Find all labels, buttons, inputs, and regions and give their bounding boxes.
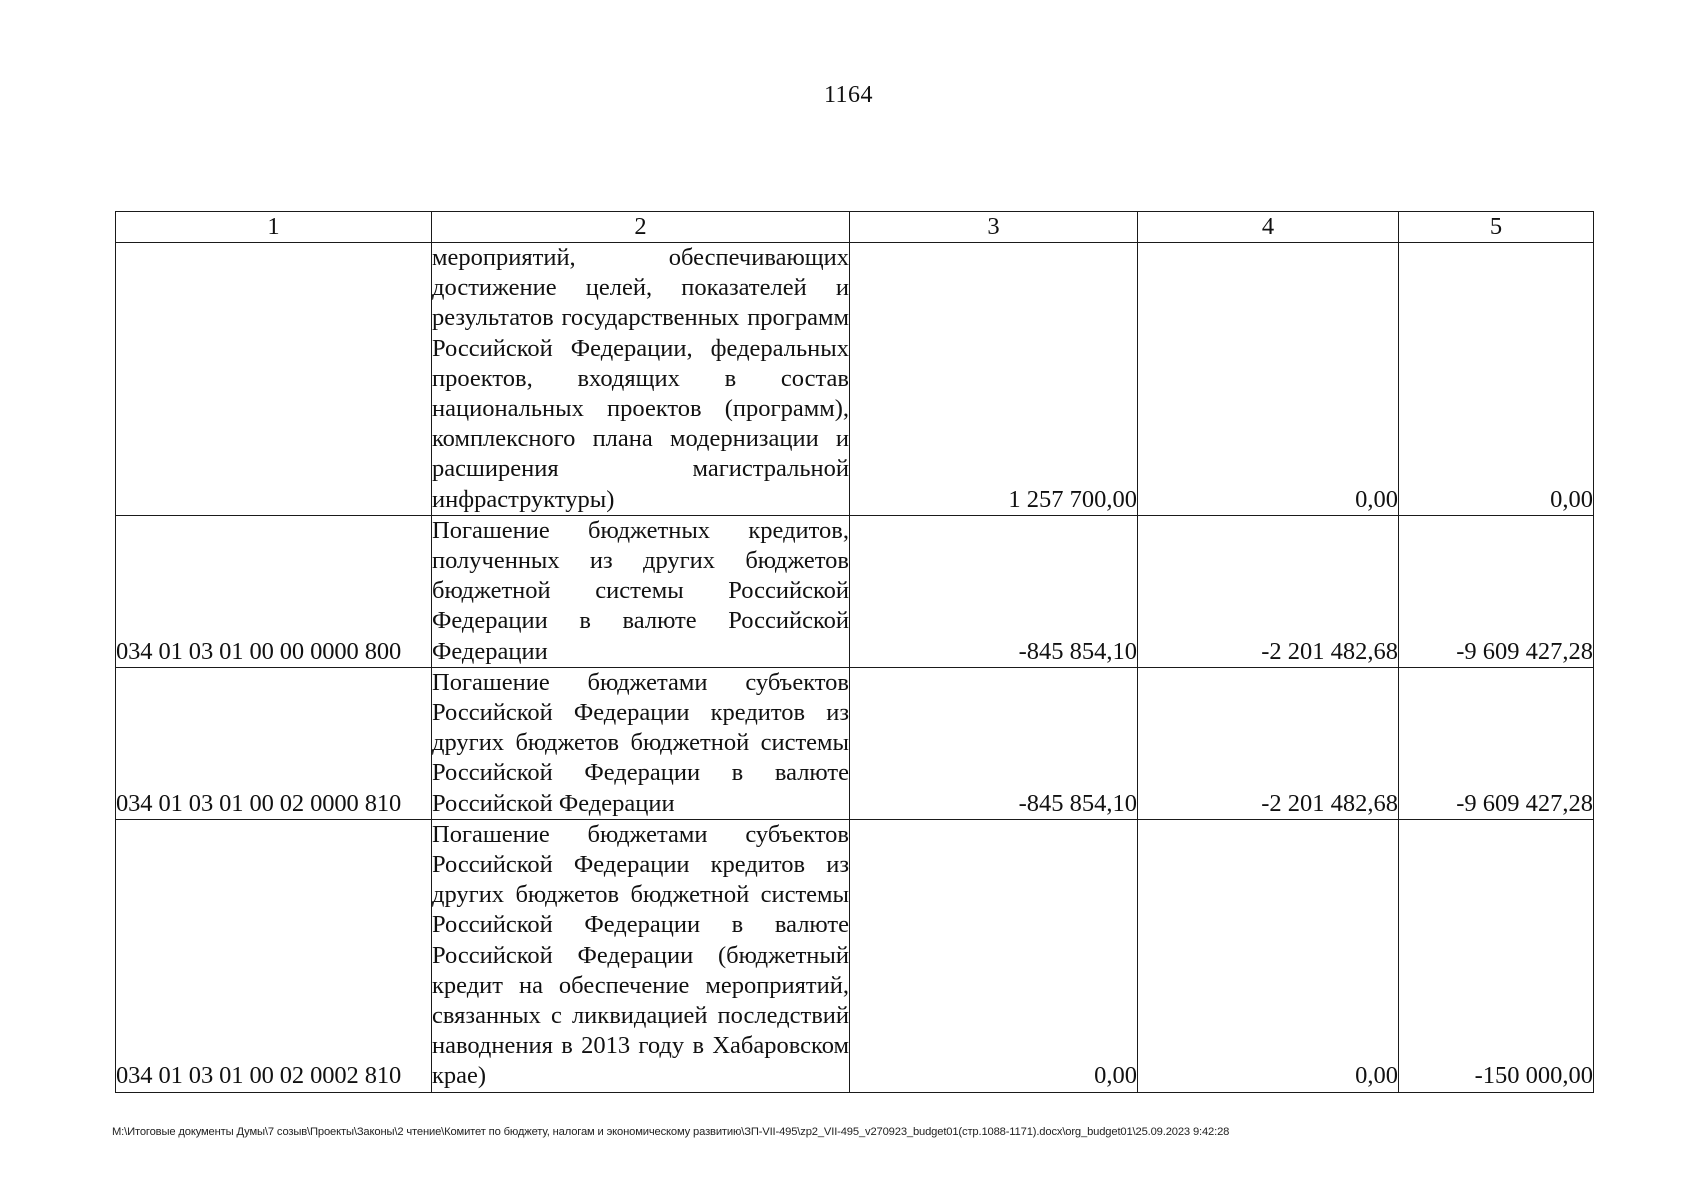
table-row [116,819,1594,1092]
amount-col5-cell: 0,00 [1399,243,1594,516]
budget-code-cell: 034 01 03 01 00 02 0000 810 [116,667,432,819]
amount-col5-cell: -150 000,00 [1399,819,1594,1092]
amount-col4-cell: 0,00 [1138,819,1399,1092]
document-file-path: М:\Итоговые документы Думы\7 созыв\Проекты\Законы\2 чтение\Комитет по бюджету, налогам и экономическому развитию\ЗП-VII-495\zp2_VII-495_v270923_budget01(стр.1088-1171).docx\org_budget01\25.09.2023 9:42:28 [112,1126,1230,1138]
amount-col4-cell: 0,00 [1138,243,1399,516]
amount-col3-cell: 1 257 700,00 [850,243,1138,516]
table-row [116,515,1594,667]
budget-code-cell: 034 01 03 01 00 00 0000 800 [116,515,432,667]
amount-col3-cell: 0,00 [850,819,1138,1092]
budget-sources-table [115,211,1594,1093]
description-cell: Погашение бюджетами субъектов Российской Федерации кредитов из других бюджетов бюджетной системы Российской Федерации в валюте Российской Федерации [432,667,850,819]
table-row [116,243,1594,516]
amount-col3-cell: -845 854,10 [850,515,1138,667]
description-cell: мероприятий, обеспечивающих достижение целей, показателей и результатов государственных программ Российской Федерации, федеральных проектов, входящих в состав национальных проектов (программ), комплексного плана модернизации и расширения магистральной инфраструктуры) [432,243,850,516]
column-header-2: 2 [432,212,850,243]
amount-col4-cell: -2 201 482,68 [1138,515,1399,667]
table-row [116,667,1594,819]
amount-col4-cell: -2 201 482,68 [1138,667,1399,819]
amount-col5-cell: -9 609 427,28 [1399,515,1594,667]
column-header-3: 3 [850,212,1138,243]
column-header-5: 5 [1399,212,1594,243]
column-header-1: 1 [116,212,432,243]
table-header-row [116,212,1594,243]
page-number: 1164 [823,82,874,108]
budget-code-cell: 034 01 03 01 00 02 0002 810 [116,819,432,1092]
amount-col3-cell: -845 854,10 [850,667,1138,819]
budget-code-cell [116,243,432,516]
description-cell: Погашение бюджетами субъектов Российской Федерации кредитов из других бюджетов бюджетной системы Российской Федерации в валюте Российской Федерации (бюджетный кредит на обеспечение мероприятий, связанных с ликвидацией последствий наводнения в 2013 году в Хабаровском крае) [432,819,850,1092]
column-header-4: 4 [1138,212,1399,243]
description-cell: Погашение бюджетных кредитов, полученных из других бюджетов бюджетной системы Российской Федерации в валюте Российской Федерации [432,515,850,667]
amount-col5-cell: -9 609 427,28 [1399,667,1594,819]
